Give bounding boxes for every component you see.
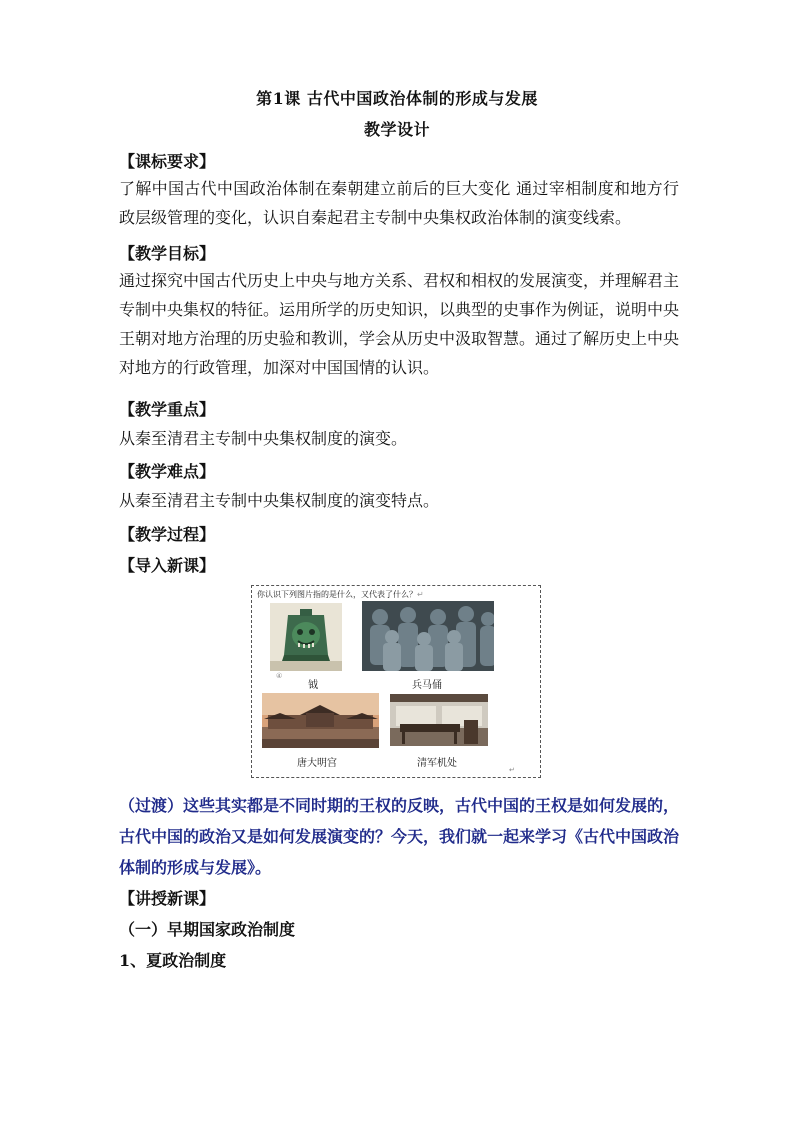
yue-axe-image bbox=[270, 603, 342, 671]
document-subtitle: 教学设计 bbox=[363, 120, 430, 139]
lecture-heading: 【讲授新课】 bbox=[119, 889, 216, 908]
curriculum-heading: 【课标要求】 bbox=[119, 152, 216, 171]
objectives-text: 通过探究中国古代历史上中央与地方关系、君权和相权的发展演变，并理解君主专制中央集权的特征。运用所学的历史知识，以典型的史事作为例证，说明中央王朝对地方治理的历史验和教训，学会从历史中汲取智慧。通过了解历史上中央对地方的行政管理，加深对中国国情的认识。 bbox=[119, 271, 680, 377]
objectives-heading: 【教学目标】 bbox=[119, 244, 216, 263]
subsection-xia-politics: 1、夏政治制度 bbox=[119, 951, 227, 970]
figure-prompt: 你认识下列图片指的是什么，又代表了什么？↵ bbox=[257, 590, 424, 599]
footnote-mark: ④ bbox=[276, 672, 283, 680]
daming-palace-image bbox=[262, 693, 379, 748]
junjichu-image bbox=[390, 694, 488, 746]
intro-heading: 【导入新课】 bbox=[119, 556, 216, 575]
process-heading: 【教学过程】 bbox=[119, 525, 216, 544]
key-points-heading: 【教学重点】 bbox=[119, 400, 216, 419]
difficulties-text: 从秦至清君主专制中央集权制度的演变特点。 bbox=[119, 491, 440, 510]
figure-return-mark: ↵ bbox=[509, 766, 515, 774]
caption-terracotta: 兵马俑 bbox=[412, 680, 442, 691]
difficulties-heading: 【教学难点】 bbox=[119, 462, 216, 481]
caption-yue: 钺 bbox=[308, 680, 318, 691]
caption-junjichu: 清军机处 bbox=[417, 758, 457, 769]
caption-daming: 唐大明宫 bbox=[297, 758, 337, 769]
transition-text: （过渡）这些其实都是不同时期的王权的反映，古代中国的王权是如何发展的，古代中国的政治又是如何发展演变的？今天，我们就一起来学习《古代中国政治体制的形成与发展》。 bbox=[119, 796, 680, 877]
intro-figure bbox=[251, 585, 541, 778]
key-points-text: 从秦至清君主专制中央集权制度的演变。 bbox=[119, 429, 408, 448]
document-title: 第1课 古代中国政治体制的形成与发展 bbox=[256, 89, 538, 108]
subsection-early-state: （一）早期国家政治制度 bbox=[119, 920, 296, 939]
terracotta-army-image bbox=[362, 601, 494, 671]
curriculum-text: 了解中国古代中国政治体制在秦朝建立前后的巨大变化 通过宰相制度和地方行政层级管理的变化，认识自秦起君主专制中央集权政治体制的演变线索。 bbox=[119, 179, 679, 227]
